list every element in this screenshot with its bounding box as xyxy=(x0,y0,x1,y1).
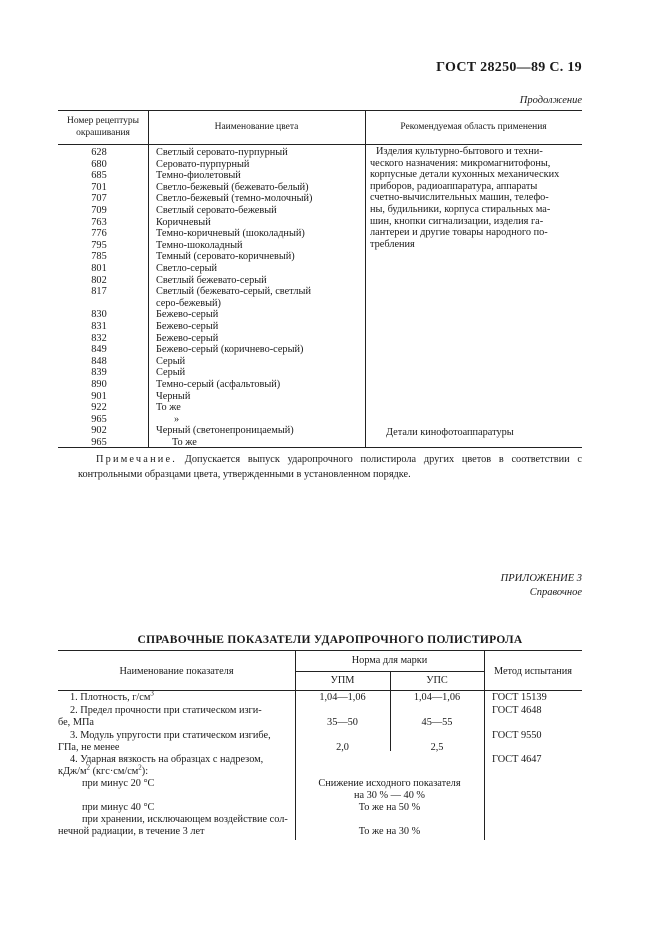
table1-row-number: 795 xyxy=(91,239,107,251)
table1-row-color-name: Серый xyxy=(156,355,186,367)
table2-row2-name-b: бе, МПа xyxy=(58,717,94,728)
table2-row4a-value-a: Снижение исходного показателя xyxy=(318,778,461,789)
table1-row-number: 848 xyxy=(91,355,107,367)
table1-area-line: приборов, радиоаппаратура, аппараты xyxy=(370,180,538,192)
table2-row4b-name: при минус 40 °С xyxy=(82,802,155,813)
table1-row-color-name: Светло-бежевый (темно-молочный) xyxy=(156,193,313,205)
table1-row-number: 831 xyxy=(91,321,107,332)
table1-area-line: лантереи и другие товары народного по- xyxy=(370,227,548,239)
table2-row1-ups: 1,04—1,06 xyxy=(413,692,461,703)
table1-row-color-name: Светлый бежевато-серый xyxy=(156,274,267,286)
table1-area-line: корпусные детали кухонных механических xyxy=(370,169,560,181)
table1-header-color: Наименование цвета xyxy=(214,122,299,132)
table1-row-number: 922 xyxy=(91,402,107,414)
continuation-label: Продолжение xyxy=(519,95,582,106)
table1-row-number: 707 xyxy=(91,193,107,205)
table2-row3-method: ГОСТ 9550 xyxy=(492,730,542,741)
table1-row-color-name: Серовато-пурпурный xyxy=(156,158,250,170)
table1-area-line: требления xyxy=(370,238,415,250)
table2-top-rule xyxy=(58,650,582,651)
table2-row1-upm: 1,04—1,06 xyxy=(319,692,366,703)
table1-row-color-name: Черный xyxy=(156,390,191,402)
table1-row-color-name: Светлый серовато-бежевый xyxy=(156,205,277,216)
table2-row4b-value: То же на 50 % xyxy=(358,802,421,813)
table2-title: СПРАВОЧНЫЕ ПОКАЗАТЕЛИ УДАРОПРОЧНОГО ПОЛИСТИРОЛА xyxy=(137,634,523,646)
table2-row4c-name-a: при хранении, исключающем воздействие сол- xyxy=(82,814,288,825)
table1-row-number: 830 xyxy=(91,309,107,321)
table2-row1-name: 1. Плотность, $г/см^3$ xyxy=(70,689,154,703)
table2-row4-method: ГОСТ 4647 xyxy=(492,754,542,765)
table1-row-number: 965 xyxy=(91,413,107,425)
table1-area-general xyxy=(370,146,580,250)
table1-row-number: 776 xyxy=(91,228,107,240)
table2-row4c-name-b: нечной радиации, в течение 3 лет xyxy=(58,826,205,837)
table1-area-line: Изделия культурно-бытового и техни- xyxy=(376,146,543,157)
table1-row-number: 849 xyxy=(91,344,107,356)
appendix-sub: Справочное xyxy=(529,587,582,598)
table1-row-number: 801 xyxy=(91,263,107,274)
table1-row-number: 839 xyxy=(91,367,107,379)
table1-col-divider-1 xyxy=(148,110,149,447)
table1-row-number: 832 xyxy=(91,332,107,344)
table1-row-color-name: Светлый (бежевато-серый, светлый xyxy=(156,286,311,298)
table2-row4a-value-b: на 30 % — 40 % xyxy=(354,790,425,801)
table1-row-color-name: Бежево-серый xyxy=(156,321,219,332)
table1-row-number: 890 xyxy=(91,379,107,390)
table1-area-line: счетно-вычислительных машин, телефо- xyxy=(370,192,549,204)
table1-row-color-name: То же xyxy=(172,437,197,448)
table2-header-ups: УПС xyxy=(426,675,448,686)
table1-row-color-name: Темно-фиолетовый xyxy=(156,170,241,182)
table1-row-color-name: Темно-серый (асфальтовый) xyxy=(156,379,281,390)
table2-row4-name-a: 4. Ударная вязкость на образцах с надрезом, xyxy=(70,754,264,765)
table2-row2-name-a: 2. Предел прочности при статическом изги- xyxy=(70,705,262,716)
table2-row4-name-b: кДж/$м^2$ $(кгс\cdot см/см^2)$: xyxy=(58,763,149,777)
table2-row3-name-a: 3. Модуль упругости при статическом изгибе, xyxy=(70,730,271,741)
table1-row-number: 802 xyxy=(91,274,107,286)
table1-row-number: 709 xyxy=(91,205,107,216)
table2-row2-upm: 35—50 xyxy=(327,717,358,728)
table1-row-color-name: То же xyxy=(156,402,181,414)
table1-row-color-name: серо-бежевый) xyxy=(156,297,221,309)
table2-row3-upm: 2,0 xyxy=(336,742,349,753)
table1-header-area: Рекомендуемая область применения xyxy=(400,122,547,132)
table1-area-line: шин, кнопки сигнализации, изделия га- xyxy=(370,215,544,227)
table1-row-color-name: Темно-шоколадный xyxy=(156,239,243,251)
page-header: ГОСТ 28250—89 С. 19 xyxy=(436,60,582,75)
table2-header-rule xyxy=(58,690,582,691)
table2-row2-method: ГОСТ 4648 xyxy=(492,705,542,716)
table2-header-norm: Норма для марки xyxy=(351,655,428,666)
table1-row-color-name: Светло-серый xyxy=(156,263,218,274)
table1-row-color-name: Бежево-серый xyxy=(156,309,219,321)
table1-row-number: 685 xyxy=(91,170,107,182)
table1-row-number: 785 xyxy=(91,251,107,263)
table1-row-number: 965 xyxy=(91,437,107,448)
table1-row-color-name: Черный (светонепроницаемый) xyxy=(156,425,294,437)
table1-row-color-name: Темный (серовато-коричневый) xyxy=(156,251,295,263)
table1-row-color-name: » xyxy=(174,413,180,425)
table2-header-name: Наименование показателя xyxy=(119,666,234,677)
table1-row-number: 701 xyxy=(91,181,107,193)
appendix-label: ПРИЛОЖЕНИЕ 3 xyxy=(500,573,582,584)
table1-bottom-rule xyxy=(58,447,582,448)
table1-row-number: 817 xyxy=(91,286,107,298)
table2-row4a-name: при минус 20 °С xyxy=(82,778,155,789)
table2-col-divider-3 xyxy=(484,650,485,840)
table2-row2-ups: 45—55 xyxy=(421,717,453,728)
table2-row3-name-b: ГПа, не менее xyxy=(58,742,120,753)
table2-row4c-value: То же на 30 % xyxy=(358,826,421,837)
table1-row-number: 628 xyxy=(91,147,107,158)
table1-row-color-name: Серый xyxy=(156,367,186,379)
table1-area-line: ческого назначения: микромагнитофоны, xyxy=(370,157,551,169)
table1-row-color-name: Бежево-серый (коричнево-серый) xyxy=(156,344,304,356)
table2-row3-ups: 2,5 xyxy=(430,742,444,753)
table1-top-rule xyxy=(58,110,582,111)
table1-row-color-name: Темно-коричневый (шоколадный) xyxy=(156,228,305,240)
table1-area-line: ны, будильники, корпуса стиральных ма- xyxy=(370,203,551,215)
table1-header-number: Номер рецептуры окрашивания xyxy=(66,116,140,138)
table1-row-number: 763 xyxy=(91,216,107,228)
table2-row1-method: ГОСТ 15139 xyxy=(492,692,547,703)
table1-row-number: 680 xyxy=(91,158,107,170)
table1-note xyxy=(78,452,582,482)
table1-row-color-name: Бежево-серый xyxy=(156,332,219,344)
table1-header-rule xyxy=(58,144,582,145)
table1-row-number: 901 xyxy=(91,390,107,402)
table1-row-color-name: Коричневый xyxy=(156,216,211,228)
table1-row-number: 902 xyxy=(91,425,107,437)
table1-row-color-name: Светлый серовато-пурпурный xyxy=(156,147,288,158)
table1-row-color-name: Светло-бежевый (бежевато-белый) xyxy=(156,181,309,193)
table1-area-film: Детали кинофотоаппаратуры xyxy=(386,427,514,438)
note-label: Примечание. xyxy=(96,454,178,465)
table1-col-divider-2 xyxy=(365,110,366,447)
table2-header-method: Метод испытания xyxy=(493,666,573,677)
table2-header-upm: УПМ xyxy=(330,675,355,686)
note-text: Допускается выпуск ударопрочного полистирола других цветов в соответствии с контрольными образцами цвета, утвержденными в установленном порядке. xyxy=(78,454,582,480)
